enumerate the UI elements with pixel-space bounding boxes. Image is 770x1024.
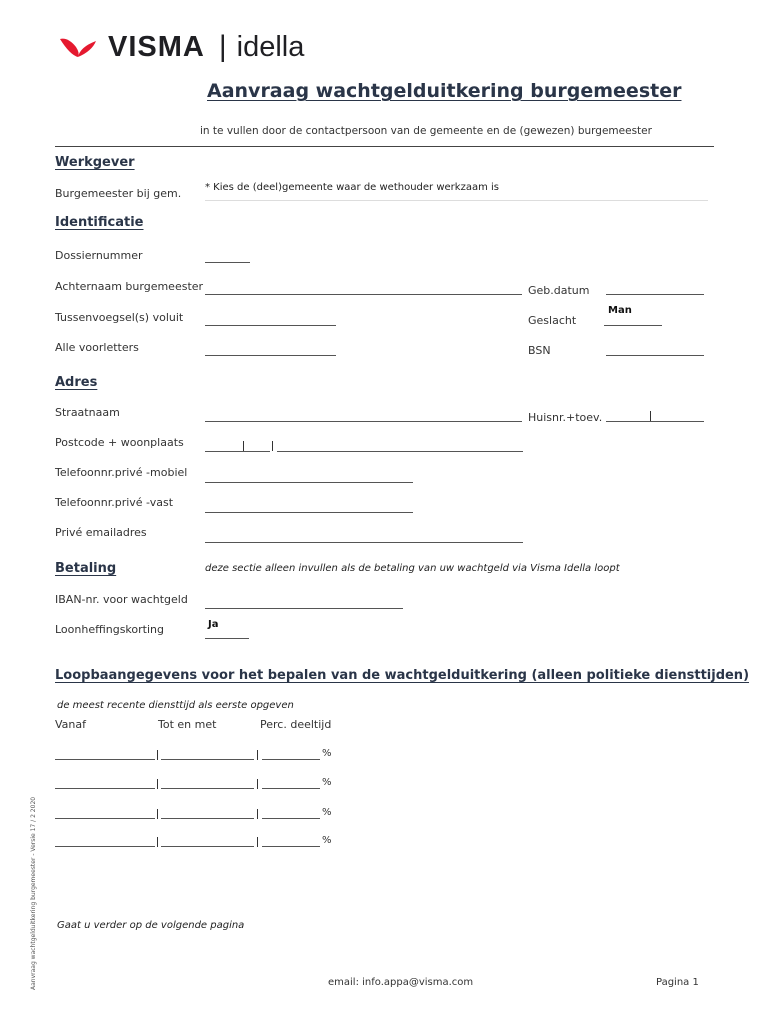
visma-idella-logo bbox=[58, 30, 304, 64]
brand-separator: | bbox=[218, 30, 227, 63]
row-separator bbox=[157, 750, 158, 760]
vanaf-field-1[interactable] bbox=[55, 759, 155, 760]
voorletters-label: Alle voorletters bbox=[55, 341, 139, 354]
footer-email: email: info.appa@visma.com bbox=[328, 977, 474, 988]
page-subtitle: in te vullen door de contactpersoon van de gemeente en de (gewezen) burgemeester bbox=[200, 125, 652, 137]
woonplaats-separator bbox=[272, 441, 273, 451]
tot-field-4[interactable] bbox=[161, 846, 254, 847]
version-text: Aanvraag wachtgelduitkering burgemeester - Versie 17 / 2 2020 bbox=[30, 796, 37, 990]
product-name: idella bbox=[236, 30, 305, 63]
straatnaam-field[interactable] bbox=[205, 421, 522, 422]
geslacht-label: Geslacht bbox=[528, 314, 577, 327]
tel-vast-field[interactable] bbox=[205, 512, 413, 513]
dossiernummer-label: Dossiernummer bbox=[55, 249, 143, 262]
loopbaan-note: de meest recente diensttijd als eerste opgeven bbox=[57, 700, 294, 711]
page-number: Pagina 1 bbox=[656, 977, 699, 988]
tot-field-3[interactable] bbox=[161, 818, 254, 819]
gemeente-select[interactable]: * Kies de (deel)gemeente waar de wethouder werkzaam is bbox=[205, 182, 499, 193]
vanaf-field-2[interactable] bbox=[55, 788, 155, 789]
postcode-woonplaats-label: Postcode + woonplaats bbox=[55, 436, 184, 449]
straatnaam-label: Straatnaam bbox=[55, 406, 120, 419]
section-werkgever: Werkgever bbox=[55, 155, 135, 170]
loonheffing-underline bbox=[205, 638, 249, 639]
row-separator bbox=[157, 779, 158, 789]
tel-vast-label: Telefoonnr.privé -vast bbox=[55, 496, 174, 509]
geslacht-underline bbox=[604, 325, 662, 326]
email-label: Privé emailadres bbox=[55, 526, 147, 539]
voorletters-field[interactable] bbox=[205, 355, 336, 356]
tot-field-2[interactable] bbox=[161, 788, 254, 789]
tot-field-1[interactable] bbox=[161, 759, 254, 760]
perc-field-2[interactable] bbox=[262, 788, 320, 789]
section-betaling: Betaling bbox=[55, 561, 117, 576]
row-separator bbox=[257, 809, 258, 819]
email-field[interactable] bbox=[205, 542, 523, 543]
header-divider bbox=[55, 146, 714, 147]
postcode-field[interactable] bbox=[205, 451, 270, 452]
row-separator bbox=[257, 750, 258, 760]
perc-field-3[interactable] bbox=[262, 818, 320, 819]
percent-sign: % bbox=[322, 807, 332, 818]
burgemeester-gemeente-label: Burgemeester bij gem. bbox=[55, 187, 182, 200]
gebdatum-field[interactable] bbox=[606, 294, 704, 295]
geslacht-select[interactable]: Man bbox=[608, 305, 632, 316]
row-separator bbox=[257, 779, 258, 789]
loonheffing-label: Loonheffingskorting bbox=[55, 623, 164, 636]
perc-field-4[interactable] bbox=[262, 846, 320, 847]
brand-name: VISMA bbox=[108, 30, 205, 63]
huisnr-separator bbox=[650, 411, 651, 421]
bsn-label: BSN bbox=[528, 344, 551, 357]
vanaf-field-4[interactable] bbox=[55, 846, 155, 847]
postcode-separator bbox=[243, 441, 244, 451]
tel-mobiel-field[interactable] bbox=[205, 482, 413, 483]
section-loopbaan: Loopbaangegevens voor het bepalen van de wachtgelduitkering (alleen politieke diensttijden) bbox=[55, 668, 750, 683]
row-separator bbox=[157, 809, 158, 819]
loonheffing-select[interactable]: Ja bbox=[208, 619, 219, 630]
betaling-note: deze sectie alleen invullen als de betaling van uw wachtgeld via Visma Idella loopt bbox=[205, 563, 620, 574]
bsn-field[interactable] bbox=[606, 355, 704, 356]
vanaf-field-3[interactable] bbox=[55, 818, 155, 819]
achternaam-label: Achternaam burgemeester bbox=[55, 280, 204, 293]
continue-note: Gaat u verder op de volgende pagina bbox=[57, 920, 245, 931]
visma-swoosh-icon bbox=[58, 35, 98, 59]
row-separator bbox=[257, 837, 258, 847]
huisnr-label: Huisnr.+toev. bbox=[528, 411, 603, 424]
dossiernummer-field[interactable] bbox=[205, 262, 250, 263]
huisnr-field[interactable] bbox=[606, 421, 704, 422]
col-tot-en-met: Tot en met bbox=[158, 718, 217, 731]
section-adres: Adres bbox=[55, 375, 98, 390]
col-perc-deeltijd: Perc. deeltijd bbox=[260, 718, 332, 731]
percent-sign: % bbox=[322, 777, 332, 788]
perc-field-1[interactable] bbox=[262, 759, 320, 760]
percent-sign: % bbox=[322, 748, 332, 759]
gemeente-select-underline bbox=[205, 200, 708, 201]
page-title: Aanvraag wachtgelduitkering burgemeester bbox=[207, 80, 682, 102]
section-identificatie: Identificatie bbox=[55, 215, 144, 230]
iban-label: IBAN-nr. voor wachtgeld bbox=[55, 593, 188, 606]
woonplaats-field[interactable] bbox=[277, 451, 523, 452]
percent-sign: % bbox=[322, 835, 332, 846]
col-vanaf: Vanaf bbox=[55, 718, 86, 731]
tussenvoegsel-label: Tussenvoegsel(s) voluit bbox=[55, 311, 184, 324]
row-separator bbox=[157, 837, 158, 847]
tussenvoegsel-field[interactable] bbox=[205, 325, 336, 326]
iban-field[interactable] bbox=[205, 608, 403, 609]
gebdatum-label: Geb.datum bbox=[528, 284, 590, 297]
tel-mobiel-label: Telefoonnr.privé -mobiel bbox=[55, 466, 188, 479]
achternaam-field[interactable] bbox=[205, 294, 522, 295]
